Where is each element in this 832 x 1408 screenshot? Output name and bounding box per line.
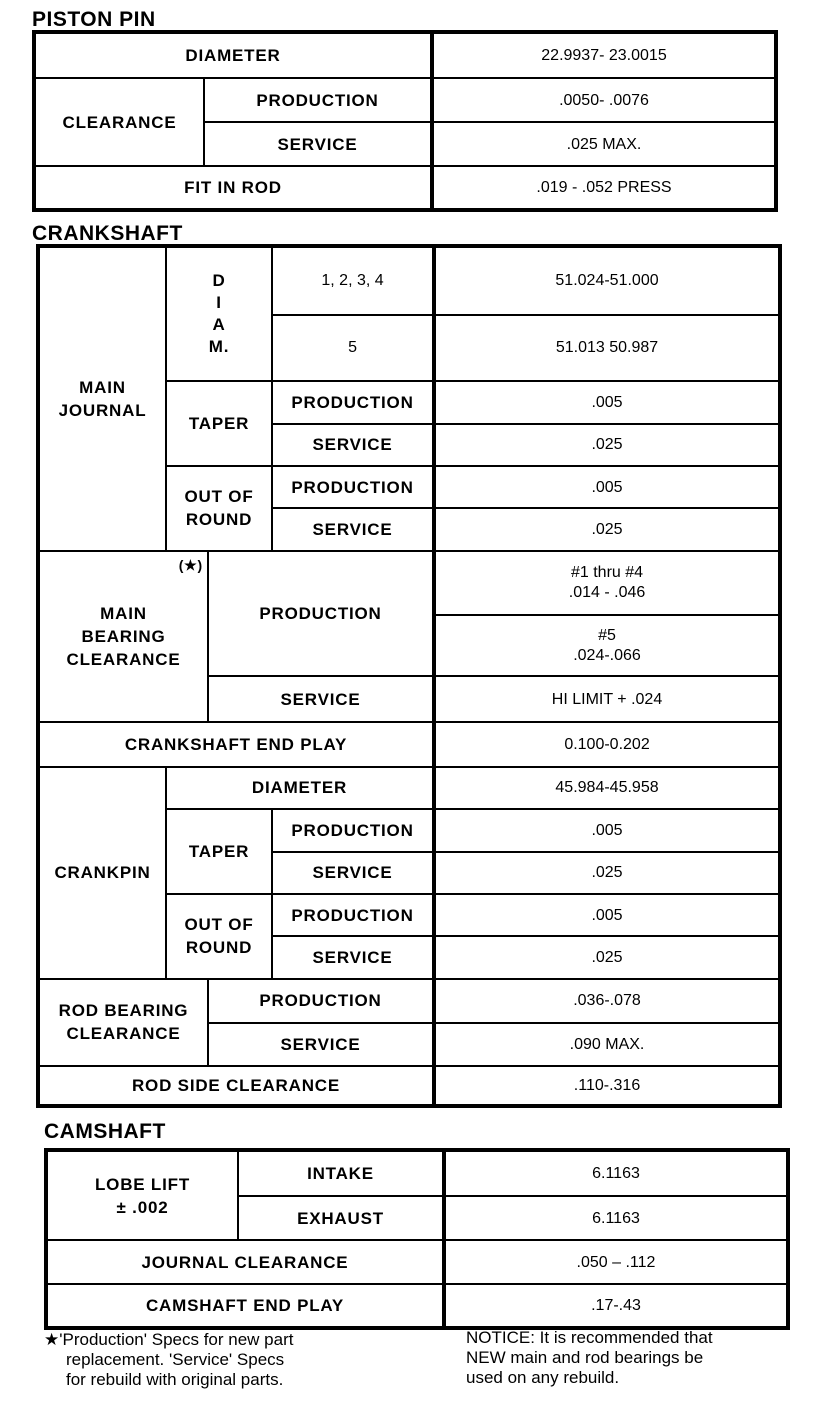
exhaust-value: 6.1163 <box>444 1196 788 1240</box>
intake-label: INTAKE <box>238 1150 444 1196</box>
mb-production-1-4-value: #1 thru #4 .014 - .046 <box>434 551 780 616</box>
diameter-label: DIAMETER <box>34 32 432 78</box>
production-service-footnote: ★'Production' Specs for new part replacement. 'Service' Specs for rebuild with original parts. <box>44 1330 294 1389</box>
crankshaft-title: CRANKSHAFT <box>32 222 183 245</box>
mb-production-label: PRODUCTION <box>208 551 434 676</box>
clearance-label: CLEARANCE <box>34 78 204 166</box>
diameter-value: 22.9937- 23.0015 <box>432 32 776 78</box>
cp-oor-service-label: SERVICE <box>272 936 434 978</box>
rb-production-value: .036-.078 <box>434 979 780 1023</box>
piston-pin-title: PISTON PIN <box>32 8 156 31</box>
exhaust-label: EXHAUST <box>238 1196 444 1240</box>
cp-diameter-value: 45.984-45.958 <box>434 767 780 809</box>
mj-oor-service-label: SERVICE <box>272 508 434 550</box>
rod-side-clearance-label: ROD SIDE CLEARANCE <box>38 1066 434 1106</box>
service-value: .025 MAX. <box>432 122 776 166</box>
rb-service-value: .090 MAX. <box>434 1023 780 1065</box>
rb-production-label: PRODUCTION <box>208 979 434 1023</box>
intake-value: 6.1163 <box>444 1150 788 1196</box>
cp-taper-label: TAPER <box>166 809 272 894</box>
crankshaft-end-play-value: 0.100-0.202 <box>434 722 780 766</box>
rod-side-clearance-value: .110-.316 <box>434 1066 780 1106</box>
cp-oor-service-value: .025 <box>434 936 780 978</box>
mj-taper-label: TAPER <box>166 381 272 466</box>
mj-out-of-round-label: OUT OF ROUND <box>166 466 272 551</box>
camshaft-table <box>44 1148 790 1330</box>
fit-in-rod-value: .019 - .052 PRESS <box>432 166 776 210</box>
journal-number-1-4: 1, 2, 3, 4 <box>272 246 434 315</box>
journal-clearance-label: JOURNAL CLEARANCE <box>46 1240 444 1284</box>
camshaft-title: CAMSHAFT <box>44 1120 166 1143</box>
cp-oor-production-label: PRODUCTION <box>272 894 434 936</box>
mb-service-value: HI LIMIT + .024 <box>434 676 780 722</box>
cp-taper-service-label: SERVICE <box>272 852 434 894</box>
crankshaft-end-play-label: CRANKSHAFT END PLAY <box>38 722 434 766</box>
production-label: PRODUCTION <box>204 78 432 122</box>
cp-taper-production-value: .005 <box>434 809 780 851</box>
rod-bearing-clearance-label: ROD BEARING CLEARANCE <box>38 979 208 1066</box>
mj-oor-production-label: PRODUCTION <box>272 466 434 508</box>
cp-out-of-round-label: OUT OF ROUND <box>166 894 272 979</box>
mb-production-5-value: #5 .024-.066 <box>434 615 780 676</box>
main-bearing-clearance-label: (★) MAIN BEARING CLEARANCE <box>38 551 208 723</box>
cp-diameter-label: DIAMETER <box>166 767 434 809</box>
mj-taper-service-label: SERVICE <box>272 424 434 466</box>
cp-taper-service-value: .025 <box>434 852 780 894</box>
main-journal-label: MAIN JOURNAL <box>38 246 166 551</box>
journal-clearance-value: .050 – .112 <box>444 1240 788 1284</box>
mj-taper-production-value: .005 <box>434 381 780 423</box>
camshaft-end-play-label: CAMSHAFT END PLAY <box>46 1284 444 1328</box>
lobe-lift-label: LOBE LIFT ± .002 <box>46 1150 238 1240</box>
piston-pin-table <box>32 30 778 212</box>
fit-in-rod-label: FIT IN ROD <box>34 166 432 210</box>
mb-service-label: SERVICE <box>208 676 434 722</box>
diam-label: D I A M. <box>166 246 272 381</box>
journal-diam-1-4-value: 51.024-51.000 <box>434 246 780 315</box>
camshaft-end-play-value: .17-.43 <box>444 1284 788 1328</box>
cp-taper-production-label: PRODUCTION <box>272 809 434 851</box>
rb-service-label: SERVICE <box>208 1023 434 1065</box>
production-value: .0050- .0076 <box>432 78 776 122</box>
mj-oor-production-value: .005 <box>434 466 780 508</box>
mj-oor-service-value: .025 <box>434 508 780 550</box>
service-label: SERVICE <box>204 122 432 166</box>
journal-number-5: 5 <box>272 315 434 382</box>
rebuild-notice: NOTICE: It is recommended that NEW main and rod bearings be used on any rebuild. <box>466 1328 713 1387</box>
cp-oor-production-value: .005 <box>434 894 780 936</box>
journal-diam-5-value: 51.013 50.987 <box>434 315 780 382</box>
mj-taper-service-value: .025 <box>434 424 780 466</box>
star-mark: (★) <box>178 556 203 573</box>
mj-taper-production-label: PRODUCTION <box>272 381 434 423</box>
crankshaft-table <box>36 244 782 1108</box>
crankpin-label: CRANKPIN <box>38 767 166 979</box>
